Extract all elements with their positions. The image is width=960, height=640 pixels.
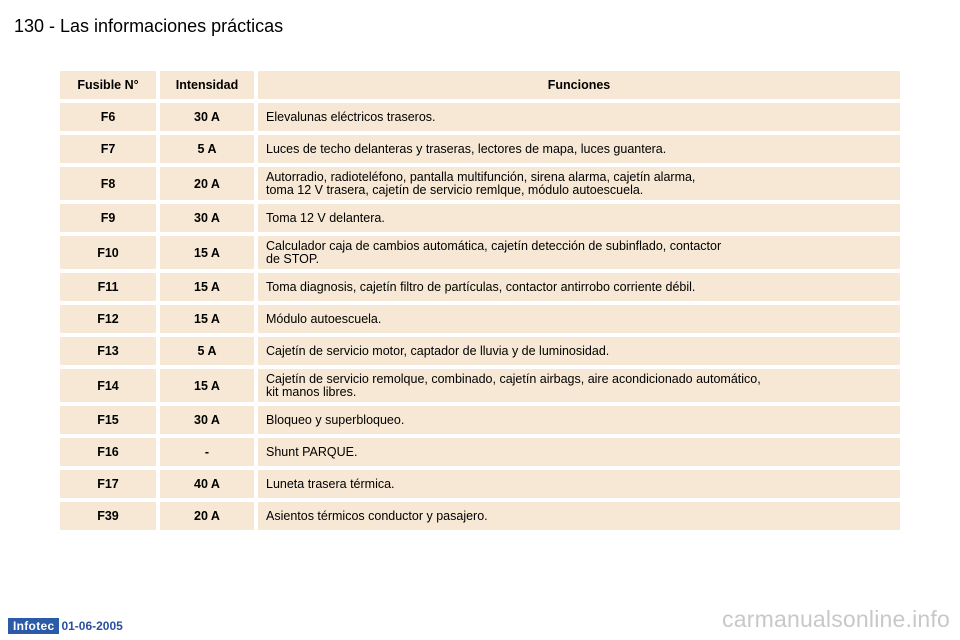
function-line: Toma 12 V delantera.: [266, 210, 385, 225]
fuse-number-cell: F11: [60, 273, 156, 301]
functions-cell: [258, 236, 900, 269]
table-row: [60, 369, 900, 402]
function-line: Toma diagnosis, cajetín filtro de partículas, contactor antirrobo corriente débil.: [266, 279, 696, 294]
function-line: Elevalunas eléctricos traseros.: [266, 109, 436, 124]
table-row: [60, 204, 900, 232]
functions-cell: [258, 438, 900, 466]
amperage-cell: 15 A: [160, 236, 254, 269]
table-row: [60, 103, 900, 131]
fuse-number-cell: F14: [60, 369, 156, 402]
amperage-cell: 15 A: [160, 273, 254, 301]
function-line: Bloqueo y superbloqueo.: [266, 412, 405, 427]
footer: [8, 618, 123, 634]
functions-cell: [258, 502, 900, 530]
functions-cell: [258, 406, 900, 434]
amperage-cell: 40 A: [160, 470, 254, 498]
header-amperage: Intensidad: [160, 71, 254, 99]
amperage-cell: 5 A: [160, 135, 254, 163]
functions-cell: [258, 337, 900, 365]
table-row: [60, 236, 900, 269]
table-header-row: [60, 71, 900, 99]
amperage-cell: 15 A: [160, 305, 254, 333]
functions-cell: [258, 167, 900, 200]
table-row: [60, 337, 900, 365]
fuse-table-body: [60, 103, 900, 530]
fuse-number-cell: F16: [60, 438, 156, 466]
functions-cell: [258, 103, 900, 131]
footer-date: 01-06-2005: [61, 619, 123, 633]
amperage-cell: 30 A: [160, 406, 254, 434]
function-line: Autorradio, radioteléfono, pantalla multifunción, sirena alarma, cajetín alarma,: [266, 169, 696, 184]
header-functions: Funciones: [258, 71, 900, 99]
fuse-number-cell: F13: [60, 337, 156, 365]
functions-cell: [258, 204, 900, 232]
fuse-number-cell: F12: [60, 305, 156, 333]
function-line: Cajetín de servicio remolque, combinado, cajetín airbags, aire acondicionado automático,: [266, 371, 761, 386]
page-title: 130 - Las informaciones prácticas: [14, 16, 284, 36]
amperage-cell: 30 A: [160, 103, 254, 131]
fuse-number-cell: F7: [60, 135, 156, 163]
function-line: Calculador caja de cambios automática, cajetín detección de subinflado, contactor: [266, 238, 722, 253]
fuse-number-cell: F10: [60, 236, 156, 269]
function-line: Shunt PARQUE.: [266, 444, 358, 459]
table-row: [60, 438, 900, 466]
fuse-number-cell: F17: [60, 470, 156, 498]
table-row: [60, 470, 900, 498]
fuse-number-cell: F8: [60, 167, 156, 200]
fuse-number-cell: F9: [60, 204, 156, 232]
fuse-number-cell: F15: [60, 406, 156, 434]
fuse-number-cell: F6: [60, 103, 156, 131]
table-row: [60, 135, 900, 163]
fuse-number-cell: F39: [60, 502, 156, 530]
functions-cell: [258, 305, 900, 333]
functions-cell: [258, 369, 900, 402]
table-row: [60, 502, 900, 530]
function-line: de STOP.: [266, 251, 320, 266]
table-row: [60, 273, 900, 301]
amperage-cell: 30 A: [160, 204, 254, 232]
functions-cell: [258, 273, 900, 301]
table-row: [60, 406, 900, 434]
infotec-logo: Infotec: [8, 618, 59, 634]
function-line: Luneta trasera térmica.: [266, 476, 395, 491]
amperage-cell: 15 A: [160, 369, 254, 402]
function-line: Asientos térmicos conductor y pasajero.: [266, 508, 488, 523]
amperage-cell: 20 A: [160, 167, 254, 200]
functions-cell: [258, 135, 900, 163]
function-line: Cajetín de servicio motor, captador de lluvia y de luminosidad.: [266, 343, 610, 358]
header-fuse-number: Fusible N°: [60, 71, 156, 99]
function-line: Luces de techo delanteras y traseras, lectores de mapa, luces guantera.: [266, 141, 667, 156]
function-line: kit manos libres.: [266, 384, 357, 399]
watermark: carmanualsonline.info: [722, 606, 950, 632]
amperage-cell: -: [160, 438, 254, 466]
table-row: [60, 305, 900, 333]
amperage-cell: 20 A: [160, 502, 254, 530]
functions-cell: [258, 470, 900, 498]
table-row: [60, 167, 900, 200]
function-line: toma 12 V trasera, cajetín de servicio remlque, módulo autoescuela.: [266, 182, 644, 197]
fuse-table: [56, 67, 904, 534]
amperage-cell: 5 A: [160, 337, 254, 365]
function-line: Módulo autoescuela.: [266, 311, 382, 326]
